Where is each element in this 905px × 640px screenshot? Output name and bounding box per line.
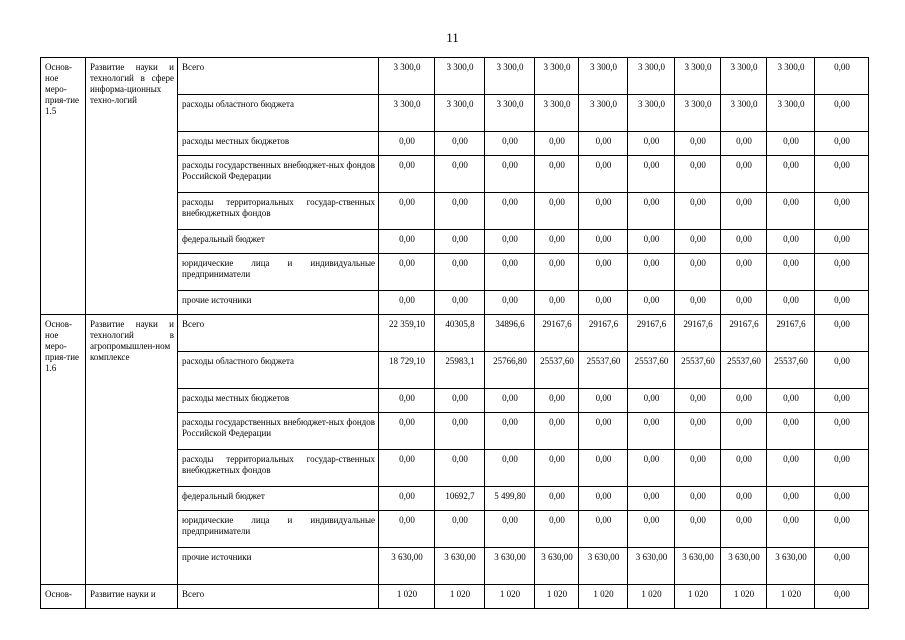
value-cell: 3 630,00 (628, 548, 675, 585)
value-cell: 3 300,0 (675, 95, 721, 132)
value-cell: 3 300,0 (767, 58, 815, 95)
value-cell: 0,00 (767, 230, 815, 254)
page-number: 11 (446, 30, 459, 45)
funding-source-cell: расходы государственных внебюджет-ных фондов Российской Федерации (178, 413, 379, 450)
value-cell: 25983,1 (435, 352, 485, 389)
funding-source-cell: расходы областного бюджета (178, 352, 379, 389)
value-cell: 0,00 (767, 413, 815, 450)
value-cell: 25537,60 (767, 352, 815, 389)
value-cell: 0,00 (721, 389, 767, 413)
value-cell: 0,00 (767, 254, 815, 291)
value-cell: 0,00 (485, 254, 535, 291)
value-cell: 0,00 (579, 230, 628, 254)
value-cell: 3 300,0 (767, 95, 815, 132)
value-cell: 0,00 (675, 193, 721, 230)
value-cell: 0,00 (721, 487, 767, 511)
value-cell: 3 300,0 (379, 95, 435, 132)
value-cell: 0,00 (485, 230, 535, 254)
value-cell: 0,00 (675, 511, 721, 548)
value-cell: 0,00 (628, 413, 675, 450)
value-cell: 0,00 (579, 156, 628, 193)
value-cell: 0,00 (535, 413, 579, 450)
value-cell: 0,00 (628, 254, 675, 291)
value-cell: 0,00 (379, 487, 435, 511)
value-cell: 0,00 (628, 487, 675, 511)
value-cell: 0,00 (767, 450, 815, 487)
value-cell: 5 499,80 (485, 487, 535, 511)
value-cell: 0,00 (485, 450, 535, 487)
funding-source-cell: юридические лица и индивидуальные предприниматели (178, 254, 379, 291)
value-cell: 0,00 (628, 291, 675, 315)
value-cell: 0,00 (579, 291, 628, 315)
value-cell: 0,00 (485, 389, 535, 413)
value-cell: 1 020 (767, 585, 815, 609)
value-cell: 0,00 (767, 291, 815, 315)
value-cell: 25537,60 (579, 352, 628, 389)
value-cell: 3 300,0 (721, 58, 767, 95)
value-cell: 3 300,0 (535, 95, 579, 132)
table-row (41, 58, 869, 95)
measure-title-cell: Развитие науки и технологий в сфере информа-ционных техно-логий (86, 58, 178, 315)
value-cell: 3 630,00 (767, 548, 815, 585)
value-cell: 0,00 (435, 291, 485, 315)
value-cell: 0,00 (379, 156, 435, 193)
value-cell: 0,00 (379, 132, 435, 156)
value-cell: 1 020 (379, 585, 435, 609)
value-cell: 0,00 (379, 389, 435, 413)
funding-source-cell: расходы государственных внебюджет-ных фондов Российской Федерации (178, 156, 379, 193)
value-cell: 0,00 (628, 389, 675, 413)
value-cell: 29167,6 (535, 315, 579, 352)
value-cell: 0,00 (628, 193, 675, 230)
value-cell: 0,00 (815, 389, 869, 413)
value-cell: 3 630,00 (721, 548, 767, 585)
funding-source-cell: прочие источники (178, 548, 379, 585)
value-cell: 0,00 (721, 254, 767, 291)
value-cell: 0,00 (535, 156, 579, 193)
value-cell: 0,00 (535, 511, 579, 548)
value-cell: 0,00 (815, 291, 869, 315)
value-cell: 0,00 (767, 487, 815, 511)
value-cell: 1 020 (721, 585, 767, 609)
value-cell: 29167,6 (579, 315, 628, 352)
value-cell: 0,00 (815, 450, 869, 487)
value-cell: 0,00 (675, 389, 721, 413)
value-cell: 0,00 (485, 156, 535, 193)
value-cell: 0,00 (379, 193, 435, 230)
value-cell: 29167,6 (675, 315, 721, 352)
measure-title-cell: Развитие науки и (86, 585, 178, 609)
funding-source-cell: прочие источники (178, 291, 379, 315)
funding-source-cell: юридические лица и индивидуальные предприниматели (178, 511, 379, 548)
value-cell: 0,00 (435, 389, 485, 413)
value-cell: 0,00 (675, 156, 721, 193)
value-cell: 0,00 (579, 511, 628, 548)
value-cell: 0,00 (379, 254, 435, 291)
value-cell: 3 300,0 (485, 58, 535, 95)
value-cell: 0,00 (815, 254, 869, 291)
value-cell: 0,00 (815, 132, 869, 156)
value-cell: 0,00 (815, 58, 869, 95)
value-cell: 0,00 (628, 230, 675, 254)
budget-table (40, 57, 869, 609)
value-cell: 29167,6 (628, 315, 675, 352)
value-cell: 0,00 (675, 132, 721, 156)
value-cell: 1 020 (435, 585, 485, 609)
value-cell: 3 300,0 (535, 58, 579, 95)
value-cell: 0,00 (379, 511, 435, 548)
value-cell: 3 630,00 (379, 548, 435, 585)
value-cell: 0,00 (815, 193, 869, 230)
value-cell: 0,00 (721, 230, 767, 254)
value-cell: 0,00 (579, 413, 628, 450)
value-cell: 0,00 (579, 132, 628, 156)
value-cell: 25537,60 (675, 352, 721, 389)
value-cell: 0,00 (579, 487, 628, 511)
value-cell: 0,00 (721, 156, 767, 193)
value-cell: 0,00 (815, 352, 869, 389)
value-cell: 0,00 (675, 291, 721, 315)
table-row (41, 585, 869, 609)
measure-cell: Основ-ное меро-прия-тие 1.5 (41, 58, 86, 315)
value-cell: 0,00 (815, 511, 869, 548)
measure-cell: Основ- (41, 585, 86, 609)
value-cell: 3 630,00 (579, 548, 628, 585)
value-cell: 0,00 (767, 511, 815, 548)
funding-source-cell: расходы местных бюджетов (178, 132, 379, 156)
value-cell: 0,00 (535, 291, 579, 315)
value-cell: 0,00 (675, 254, 721, 291)
value-cell: 0,00 (535, 389, 579, 413)
funding-source-cell: Всего (178, 58, 379, 95)
funding-source-cell: федеральный бюджет (178, 230, 379, 254)
funding-source-cell: расходы территориальных государ-ственных внебюджетных фондов (178, 193, 379, 230)
value-cell: 3 300,0 (485, 95, 535, 132)
value-cell: 1 020 (628, 585, 675, 609)
value-cell: 0,00 (767, 132, 815, 156)
value-cell: 0,00 (379, 230, 435, 254)
value-cell: 29167,6 (721, 315, 767, 352)
value-cell: 0,00 (721, 413, 767, 450)
funding-source-cell: расходы территориальных государ-ственных внебюджетных фондов (178, 450, 379, 487)
value-cell: 0,00 (535, 450, 579, 487)
value-cell: 0,00 (815, 315, 869, 352)
table-row (41, 315, 869, 352)
value-cell: 3 300,0 (675, 58, 721, 95)
value-cell: 0,00 (435, 132, 485, 156)
value-cell: 0,00 (535, 132, 579, 156)
value-cell: 0,00 (379, 413, 435, 450)
value-cell: 22 359,10 (379, 315, 435, 352)
value-cell: 0,00 (628, 450, 675, 487)
value-cell: 0,00 (767, 389, 815, 413)
value-cell: 0,00 (815, 585, 869, 609)
value-cell: 3 630,00 (675, 548, 721, 585)
value-cell: 40305,8 (435, 315, 485, 352)
value-cell: 0,00 (579, 450, 628, 487)
value-cell: 0,00 (435, 254, 485, 291)
value-cell: 0,00 (485, 511, 535, 548)
value-cell: 3 300,0 (628, 95, 675, 132)
value-cell: 34896,6 (485, 315, 535, 352)
value-cell: 0,00 (435, 450, 485, 487)
value-cell: 25766,80 (485, 352, 535, 389)
value-cell: 0,00 (628, 511, 675, 548)
value-cell: 0,00 (815, 95, 869, 132)
funding-source-cell: Всего (178, 315, 379, 352)
value-cell: 0,00 (721, 511, 767, 548)
value-cell: 3 300,0 (721, 95, 767, 132)
value-cell: 0,00 (485, 132, 535, 156)
measure-title-cell: Развитие науки и технологий в агропромышлен-ном комплексе (86, 315, 178, 585)
value-cell: 0,00 (579, 389, 628, 413)
value-cell: 3 300,0 (435, 95, 485, 132)
value-cell: 0,00 (535, 487, 579, 511)
value-cell: 0,00 (815, 230, 869, 254)
funding-source-cell: Всего (178, 585, 379, 609)
value-cell: 0,00 (721, 132, 767, 156)
value-cell: 1 020 (485, 585, 535, 609)
value-cell: 3 300,0 (579, 95, 628, 132)
value-cell: 0,00 (535, 230, 579, 254)
value-cell: 0,00 (815, 413, 869, 450)
value-cell: 0,00 (535, 254, 579, 291)
value-cell: 0,00 (435, 511, 485, 548)
value-cell: 0,00 (675, 413, 721, 450)
value-cell: 0,00 (721, 450, 767, 487)
value-cell: 25537,60 (535, 352, 579, 389)
value-cell: 1 020 (675, 585, 721, 609)
value-cell: 18 729,10 (379, 352, 435, 389)
funding-source-cell: расходы областного бюджета (178, 95, 379, 132)
value-cell: 0,00 (435, 413, 485, 450)
value-cell: 0,00 (628, 156, 675, 193)
value-cell: 0,00 (379, 450, 435, 487)
value-cell: 3 630,00 (435, 548, 485, 585)
value-cell: 1 020 (579, 585, 628, 609)
value-cell: 0,00 (435, 193, 485, 230)
value-cell: 0,00 (485, 193, 535, 230)
value-cell: 0,00 (435, 156, 485, 193)
value-cell: 0,00 (628, 132, 675, 156)
value-cell: 0,00 (767, 193, 815, 230)
value-cell: 0,00 (675, 450, 721, 487)
value-cell: 10692,7 (435, 487, 485, 511)
measure-cell: Основ-ное меро-прия-тие 1.6 (41, 315, 86, 585)
value-cell: 0,00 (767, 156, 815, 193)
value-cell: 0,00 (485, 291, 535, 315)
funding-source-cell: федеральный бюджет (178, 487, 379, 511)
value-cell: 29167,6 (767, 315, 815, 352)
value-cell: 3 300,0 (579, 58, 628, 95)
value-cell: 0,00 (815, 487, 869, 511)
value-cell: 0,00 (815, 156, 869, 193)
value-cell: 0,00 (535, 193, 579, 230)
value-cell: 25537,60 (628, 352, 675, 389)
value-cell: 0,00 (721, 193, 767, 230)
value-cell: 3 300,0 (379, 58, 435, 95)
value-cell: 3 300,0 (628, 58, 675, 95)
value-cell: 3 300,0 (435, 58, 485, 95)
value-cell: 0,00 (675, 230, 721, 254)
value-cell: 1 020 (535, 585, 579, 609)
value-cell: 0,00 (815, 548, 869, 585)
value-cell: 25537,60 (721, 352, 767, 389)
value-cell: 0,00 (579, 254, 628, 291)
value-cell: 0,00 (379, 291, 435, 315)
value-cell: 0,00 (485, 413, 535, 450)
value-cell: 0,00 (721, 291, 767, 315)
value-cell: 3 630,00 (485, 548, 535, 585)
value-cell: 0,00 (579, 193, 628, 230)
value-cell: 3 630,00 (535, 548, 579, 585)
value-cell: 0,00 (435, 230, 485, 254)
funding-source-cell: расходы местных бюджетов (178, 389, 379, 413)
value-cell: 0,00 (675, 487, 721, 511)
